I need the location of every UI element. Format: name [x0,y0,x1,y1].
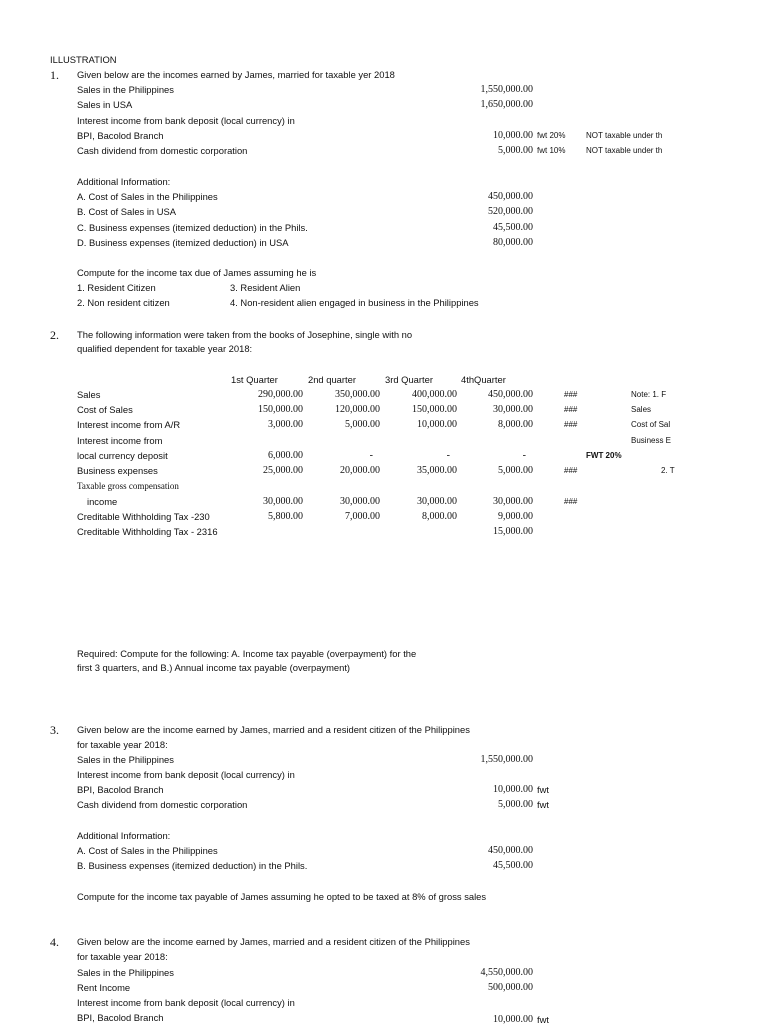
p2-cell: 5,800.00 [268,511,303,522]
p1-addl-value: 45,500.00 [493,222,533,233]
p3-item-note: fwt [537,799,549,810]
p3-compute: Compute for the income tax payable of James assuming he opted to be taxed at 8% of gross sales [77,891,487,902]
p2-overflow-cell: ### [564,420,578,429]
p2-cell: 5,000.00 [498,465,533,476]
p2-cell: 35,000.00 [417,465,457,476]
p2-row-label: Creditable Withholding Tax - 2316 [77,526,218,537]
p2-cell: 10,000.00 [417,419,457,430]
p2-overflow-cell: ### [564,466,578,475]
p2-cell: 30,000.00 [493,496,533,507]
p4-item-label: Sales in the Philippines [77,967,174,978]
p1-option-2: 2. Non resident citizen [77,297,170,308]
p2-cell: 30,000.00 [263,496,303,507]
p2-row-label: income [87,496,118,507]
p2-cell: 8,000.00 [498,419,533,430]
p2-cell: 5,000.00 [345,419,380,430]
p2-col-header: 1st Quarter [231,374,278,385]
p2-cell: 9,000.00 [498,511,533,522]
p2-cell: 450,000.00 [488,389,533,400]
p1-item-value: 10,000.00 [493,130,533,141]
p2-row-label: Interest income from [77,435,163,446]
p2-intro-2: qualified dependent for taxable year 2018: [77,343,253,354]
p1-addl-value: 520,000.00 [488,206,533,217]
p4-item-value: 10,000.00 [493,1014,533,1025]
p2-side-note: 2. T [661,466,675,475]
p1-item-value: 5,000.00 [498,145,533,156]
p3-item-value: 1,550,000.00 [480,754,533,765]
p1-item-note2: NOT taxable under th [586,131,663,140]
p2-cell: 15,000.00 [493,526,533,537]
p1-addl-label: A. Cost of Sales in the Philippines [77,191,218,202]
p2-row-label: Interest income from A/R [77,419,181,430]
p4-intro-1: Given below are the income earned by James, married and a resident citizen of the Philippines [77,936,470,947]
p1-additional-title: Additional Information: [77,176,171,187]
p2-cell: - [522,450,526,461]
p4-item-note: fwt [537,1014,549,1025]
p2-cell: 3,000.00 [268,419,303,430]
problem-3-number: 3. [50,723,59,737]
p3-item-value: 5,000.00 [498,799,533,810]
p2-cell: 30,000.00 [417,496,457,507]
p1-item-label: Sales in USA [77,99,133,110]
p2-cell: - [369,450,373,461]
p4-item-label: Rent Income [77,982,131,993]
p2-row-label: Taxable gross compensation [77,481,179,491]
p2-col-header: 4thQuarter [461,374,506,385]
p1-option-3: 3. Resident Alien [230,282,301,293]
problem-2-number: 2. [50,328,59,342]
p1-item-note: fwt 10% [537,146,566,155]
p1-option-4: 4. Non-resident alien engaged in business in the Philippines [230,297,479,308]
p2-cell: 30,000.00 [493,404,533,415]
p2-row-label: Creditable Withholding Tax -230 [77,511,210,522]
problem-1-number: 1. [50,68,59,82]
p3-item-value: 10,000.00 [493,784,533,795]
p1-compute: Compute for the income tax due of James assuming he is [77,267,317,278]
problem-4-number: 4. [50,935,59,949]
p1-item-value: 1,650,000.00 [480,99,533,110]
p2-cell: 290,000.00 [258,389,303,400]
p2-col-header: 3rd Quarter [385,374,433,385]
p1-item-value: 1,550,000.00 [480,84,533,95]
p3-intro-1: Given below are the income earned by James, married and a resident citizen of the Philippines [77,724,470,735]
p2-cell: 350,000.00 [335,389,380,400]
p2-cell: 8,000.00 [422,511,457,522]
p4-item-value: 4,550,000.00 [480,967,533,978]
p2-cell: 30,000.00 [340,496,380,507]
p1-item-label: Interest income from bank deposit (local currency) in [77,115,295,126]
p3-addl-label: A. Cost of Sales in the Philippines [77,845,218,856]
p3-intro-2: for taxable year 2018: [77,739,168,750]
p2-col-header: 2nd quarter [308,374,356,385]
p1-addl-value: 450,000.00 [488,191,533,202]
p3-item-note: fwt [537,784,549,795]
p3-item-label: Interest income from bank deposit (local currency) in [77,769,295,780]
p2-overflow-cell: ### [564,390,578,399]
p1-item-label: BPI, Bacolod Branch [77,130,164,141]
p2-cell: 150,000.00 [258,404,303,415]
p4-item-label: Interest income from bank deposit (local currency) in [77,997,295,1008]
p4-item-label: BPI, Bacolod Branch [77,1012,164,1023]
p2-overflow-cell: ### [564,405,578,414]
p4-item-value: 500,000.00 [488,982,533,993]
p2-side-note: Business E [631,436,672,445]
p2-cell: 20,000.00 [340,465,380,476]
p4-intro-2: for taxable year 2018: [77,951,168,962]
p3-item-label: Sales in the Philippines [77,754,174,765]
problem-1-intro: Given below are the incomes earned by James, married for taxable yer 2018 [77,69,395,80]
p2-cell: 120,000.00 [335,404,380,415]
p1-item-note2: NOT taxable under th [586,146,663,155]
p1-item-label: Cash dividend from domestic corporation [77,145,248,156]
p3-item-label: BPI, Bacolod Branch [77,784,164,795]
p1-addl-value: 80,000.00 [493,237,533,248]
p2-intro-1: The following information were taken from the books of Josephine, single with no [77,329,413,340]
p3-item-label: Cash dividend from domestic corporation [77,799,248,810]
p3-addl-value: 45,500.00 [493,860,533,871]
p3-addl-label: B. Business expenses (itemized deduction) in the Phils. [77,860,308,871]
p1-item-label: Sales in the Philippines [77,84,174,95]
p2-required-1: Required: Compute for the following: A. Income tax payable (overpayment) for the [77,648,417,659]
p1-option-1: 1. Resident Citizen [77,282,156,293]
illustration-heading: ILLUSTRATION [50,54,117,65]
p1-addl-label: D. Business expenses (itemized deduction) in USA [77,237,289,248]
p2-fwt-label: FWT 20% [586,451,622,460]
p2-cell: - [446,450,450,461]
p2-overflow-cell: ### [564,497,578,506]
p2-side-note: Sales [631,405,652,414]
p2-row-label: Business expenses [77,465,158,476]
p3-addl-value: 450,000.00 [488,845,533,856]
p2-side-note: Note: 1. F [631,390,667,399]
p2-side-note: Cost of Sal [631,420,671,429]
p1-addl-label: C. Business expenses (itemized deduction) in the Phils. [77,222,308,233]
p3-additional-title: Additional Information: [77,830,171,841]
p2-row-label: Cost of Sales [77,404,133,415]
p2-cell: 400,000.00 [412,389,457,400]
p2-cell: 150,000.00 [412,404,457,415]
p1-addl-label: B. Cost of Sales in USA [77,206,177,217]
p2-cell: 6,000.00 [268,450,303,461]
p2-row-label: Sales [77,389,101,400]
p2-row-label: local currency deposit [77,450,168,461]
p1-item-note: fwt 20% [537,131,566,140]
p2-cell: 25,000.00 [263,465,303,476]
p2-required-2: first 3 quarters, and B.) Annual income tax payable (overpayment) [77,662,351,673]
p2-cell: 7,000.00 [345,511,380,522]
